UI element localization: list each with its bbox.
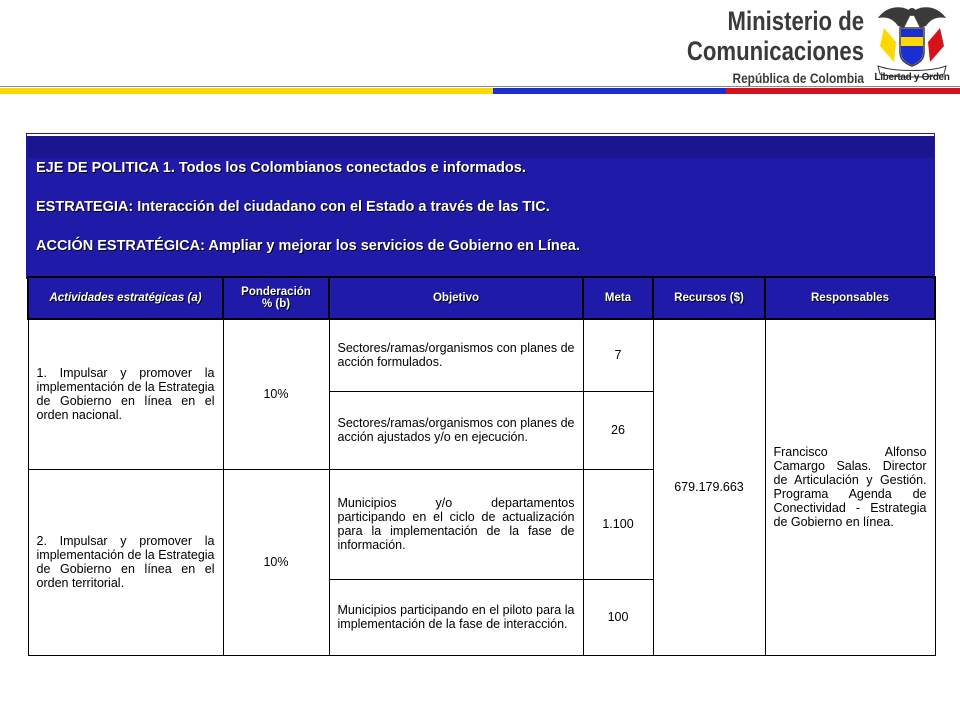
weight-cell: 10%	[223, 319, 329, 469]
header-objetivo: Objetivo	[329, 277, 583, 319]
activity-cell: 1. Impulsar y promover la implementación de la Estrategia de Gobierno en línea en el orden nacional.	[28, 319, 223, 469]
header-meta: Meta	[583, 277, 653, 319]
flag-yellow-band	[0, 88, 493, 94]
ministry-name-line2: Comunicaciones	[686, 36, 864, 66]
resources-cell: 679.179.663	[653, 319, 765, 655]
ministry-name-line1: Ministerio de	[727, 6, 864, 36]
responsible-cell: Francisco Alfonso Camargo Salas. Director de Articulación y Gestión. Programa Agenda de Conectividad - Estrategia de Gobierno en línea.	[765, 319, 935, 655]
header-ponderacion	[223, 277, 329, 319]
table-header-row	[28, 277, 935, 319]
header-ponderacion-line1: Ponderación	[241, 286, 311, 298]
republic-label: República de Colombia	[732, 70, 864, 86]
objective-cell: Sectores/ramas/organismos con planes de acción ajustados y/o en ejecución.	[329, 391, 583, 469]
header-ponderacion-line2: % (b)	[261, 298, 291, 310]
goal-cell: 26	[583, 391, 653, 469]
crest-motto: Libertad y Orden	[874, 72, 950, 83]
flag-stripe	[0, 88, 960, 94]
flag-red-band	[726, 88, 960, 94]
policy-axis-text: EJE DE POLITICA 1. Todos los Colombianos conectados e informados.	[36, 160, 526, 176]
header-responsables: Responsables	[765, 277, 935, 319]
strategy-text: ESTRATEGIA: Interacción del ciudadano con el Estado a través de las TIC.	[36, 199, 550, 215]
table-row	[28, 319, 935, 391]
weight-cell: 10%	[223, 469, 329, 655]
policy-banner	[27, 134, 934, 278]
objective-cell: Municipios y/o departamentos participando en el ciclo de actualización para la implementación de la fase de información.	[329, 469, 583, 579]
header-actividades: Actividades estratégicas (a)	[28, 277, 223, 319]
objective-cell: Sectores/ramas/organismos con planes de acción formulados.	[329, 319, 583, 391]
activity-cell: 2. Impulsar y promover la implementación de la Estrategia de Gobierno en línea en el orden territorial.	[28, 469, 223, 655]
header-recursos: Recursos ($)	[653, 277, 765, 319]
goal-cell: 1.100	[583, 469, 653, 579]
goal-cell: 100	[583, 579, 653, 655]
activities-table	[27, 276, 936, 656]
ministry-title-block	[648, 6, 864, 88]
goal-cell: 7	[583, 319, 653, 391]
strategic-action-text: ACCIÓN ESTRATÉGICA: Ampliar y mejorar los servicios de Gobierno en Línea.	[36, 238, 580, 254]
flag-blue-band	[493, 88, 726, 94]
objective-cell: Municipios participando en el piloto para la implementación de la fase de interacción.	[329, 579, 583, 655]
